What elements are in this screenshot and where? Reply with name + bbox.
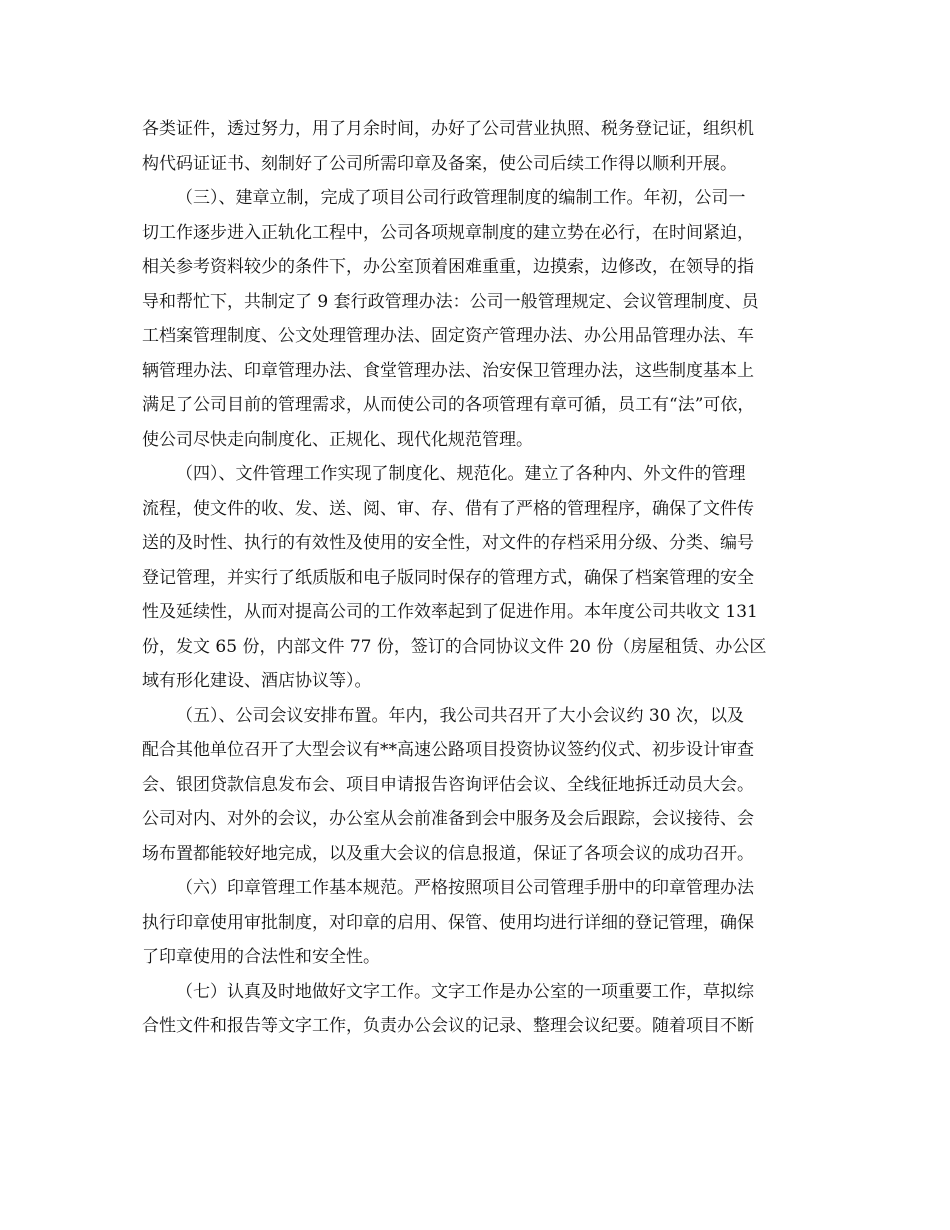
paragraph-line: 导和帮忙下，共制定了 9 套行政管理办法：公司一般管理规定、会议管理制度、员 xyxy=(142,291,759,312)
paragraph-line: 域有形化建设、酒店协议等）。 xyxy=(142,671,372,691)
paragraph-line: 切工作逐步进入正轨化工程中，公司各项规章制度的建立势在必行，在时间紧迫， xyxy=(142,222,754,243)
paragraph-line: 辆管理办法、印章管理办法、食堂管理办法、治安保卫管理办法，这些制度基本上 xyxy=(142,360,754,381)
paragraph-first-line: （三）、建章立制，完成了项目公司行政管理制度的编制工作。年初，公司一 xyxy=(176,188,746,208)
paragraph-first-line: （七）认真及时地做好文字工作。文字工作是办公室的一项重要工作，草拟综 xyxy=(176,981,754,1002)
paragraph-first-line: （六）印章管理工作基本规范。严格按照项目公司管理手册中的印章管理办法 xyxy=(176,878,754,898)
paragraph-line: 使公司尽快走向制度化、正规化、现代化规范管理。 xyxy=(142,429,533,450)
paragraph-line: 流程，使文件的收、发、送、阅、审、存、借有了严格的管理程序，确保了文件传 xyxy=(142,498,754,519)
paragraph-line: 工档案管理制度、公文处理管理办法、固定资产管理办法、办公用品管理办法、车 xyxy=(142,326,754,346)
paragraph-first-line: （四）、文件管理工作实现了制度化、规范化。建立了各种内、外文件的管理 xyxy=(176,464,746,484)
paragraph-line: 各类证件，透过努力，用了月余时间，办好了公司营业执照、税务登记证，组织机 xyxy=(142,119,754,139)
paragraph-line: 了印章使用的合法性和安全性。 xyxy=(142,947,380,967)
paragraph-line: 会、银团贷款信息发布会、项目申请报告咨询评估会议、全线征地拆迁动员大会。 xyxy=(142,774,754,795)
paragraph-line: 份，发文 65 份，内部文件 77 份，签订的合同协议文件 20 份（房屋租赁、办公区 xyxy=(142,636,767,657)
paragraph-line: 配合其他单位召开了大型会议有**高速公路项目投资协议签约仪式、初步设计审查 xyxy=(142,740,754,760)
paragraph-line: 构代码证证书、刻制好了公司所需印章及备案，使公司后续工作得以顺利开展。 xyxy=(142,153,737,174)
paragraph-first-line: （五）、公司会议安排布置。年内，我公司共召开了大小会议约 30 次，以及 xyxy=(176,705,744,726)
paragraph-line: 公司对内、对外的会议，办公室从会前准备到会中服务及会后跟踪，会议接待、会 xyxy=(142,809,754,829)
paragraph-line: 合性文件和报告等文字工作，负责办公会议的记录、整理会议纪要。随着项目不断 xyxy=(142,1016,754,1036)
paragraph-line: 场布置都能较好地完成，以及重大会议的信息报道，保证了各项会议的成功召开。 xyxy=(142,843,754,864)
paragraph-line: 满足了公司目前的管理需求，从而使公司的各项管理有章可循，员工有“法”可依， xyxy=(142,395,755,415)
paragraph-line: 执行印章使用审批制度，对印章的启用、保管、使用均进行详细的登记管理，确保 xyxy=(142,912,754,933)
paragraph-line: 性及延续性，从而对提高公司的工作效率起到了促进作用。本年度公司共收文 131 xyxy=(142,602,758,622)
paragraph-line: 送的及时性、执行的有效性及使用的安全性，对文件的存档采用分级、分类、编号 xyxy=(142,533,754,553)
document-body xyxy=(142,112,822,1044)
paragraph-line: 相关参考资料较少的条件下，办公室顶着困难重重，边摸索，边修改，在领导的指 xyxy=(142,257,754,277)
paragraph-line: 登记管理，并实行了纸质版和电子版同时保存的管理方式，确保了档案管理的安全 xyxy=(142,567,754,588)
